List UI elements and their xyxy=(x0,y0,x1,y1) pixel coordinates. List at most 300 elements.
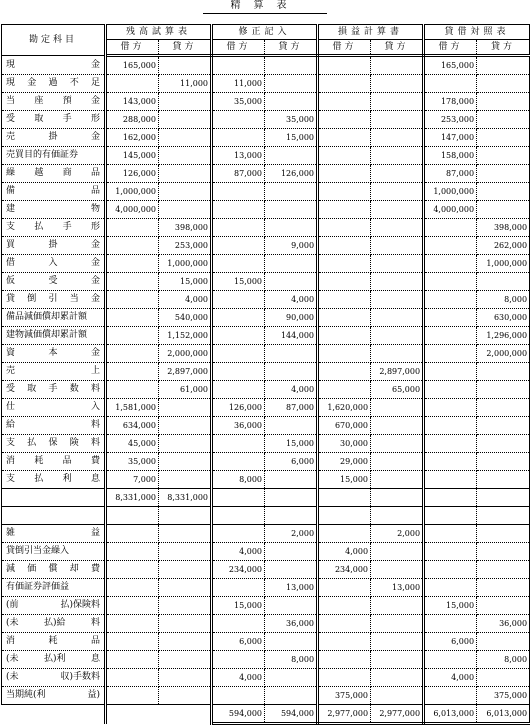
credit-amount xyxy=(371,291,424,309)
empty-cell xyxy=(424,507,477,525)
table-row xyxy=(2,291,530,309)
credit-amount xyxy=(265,93,318,111)
debit-amount xyxy=(424,381,477,399)
account-name xyxy=(2,489,106,507)
account-name xyxy=(2,129,106,147)
credit-amount xyxy=(159,453,212,471)
debit-amount xyxy=(212,651,265,669)
debit-header: 借方 xyxy=(424,40,477,56)
credit-amount: 2,000 xyxy=(371,525,424,543)
account-name-text xyxy=(6,525,100,542)
account-name-part: 形 xyxy=(90,222,100,232)
account-name xyxy=(2,579,106,597)
debit-amount xyxy=(318,309,371,327)
debit-amount xyxy=(106,237,159,255)
credit-amount xyxy=(477,75,530,93)
credit-amount xyxy=(371,147,424,165)
credit-amount xyxy=(371,453,424,471)
empty-cell xyxy=(212,507,265,525)
debit-amount xyxy=(212,345,265,363)
credit-amount xyxy=(371,687,424,705)
account-name-text xyxy=(6,237,100,254)
debit-amount xyxy=(212,237,265,255)
credit-amount xyxy=(159,615,212,633)
debit-amount xyxy=(318,165,371,183)
credit-amount xyxy=(159,687,212,705)
account-name-part: 受 xyxy=(6,114,16,124)
credit-amount xyxy=(371,435,424,453)
credit-amount xyxy=(477,525,530,543)
credit-amount: 13,000 xyxy=(265,579,318,597)
debit-amount xyxy=(106,543,159,561)
account-name-part: 品 xyxy=(90,168,100,178)
debit-amount xyxy=(318,255,371,273)
debit-amount xyxy=(424,543,477,561)
credit-amount xyxy=(159,669,212,687)
credit-amount xyxy=(371,669,424,687)
credit-amount: 90,000 xyxy=(265,309,318,327)
credit-amount xyxy=(371,219,424,237)
account-name-text xyxy=(6,543,100,560)
credit-amount xyxy=(477,111,530,129)
table-row xyxy=(2,579,530,597)
credit-amount: 8,000 xyxy=(477,651,530,669)
credit-amount xyxy=(371,93,424,111)
table-row xyxy=(2,435,530,453)
account-name-text xyxy=(6,417,100,434)
final-total-row xyxy=(2,705,530,724)
credit-amount xyxy=(265,56,318,75)
account-name-part: 益 xyxy=(90,528,100,538)
account-name-part: 仕 xyxy=(6,402,16,412)
account-name-text xyxy=(6,93,100,110)
credit-amount xyxy=(159,633,212,651)
credit-amount xyxy=(265,219,318,237)
credit-total xyxy=(371,489,424,507)
table-row xyxy=(2,183,530,201)
credit-amount: 9,000 xyxy=(265,237,318,255)
account-name xyxy=(2,309,106,327)
debit-amount xyxy=(212,453,265,471)
debit-amount xyxy=(318,75,371,93)
debit-amount xyxy=(106,309,159,327)
debit-amount xyxy=(424,651,477,669)
account-name-part: 減 xyxy=(6,564,16,574)
account-name-part: 耗 xyxy=(48,636,58,646)
table-row xyxy=(2,399,530,417)
credit-amount xyxy=(159,93,212,111)
account-name-part: 利 xyxy=(62,474,72,484)
debit-amount xyxy=(318,201,371,219)
credit-amount xyxy=(159,651,212,669)
account-name xyxy=(2,345,106,363)
account-name-part: 給 xyxy=(6,420,16,430)
credit-amount xyxy=(477,579,530,597)
credit-amount: 4,000 xyxy=(265,381,318,399)
account-name-part: 借 xyxy=(6,258,16,268)
debit-amount xyxy=(318,615,371,633)
debit-amount xyxy=(318,525,371,543)
debit-header: 借方 xyxy=(106,40,159,56)
credit-amount xyxy=(477,381,530,399)
debit-amount xyxy=(106,75,159,93)
credit-amount xyxy=(159,201,212,219)
account-name-part: 物 xyxy=(90,204,100,214)
account-name-part: 料 xyxy=(90,618,100,628)
credit-amount: 144,000 xyxy=(265,327,318,345)
credit-amount xyxy=(159,597,212,615)
credit-amount: 1,152,000 xyxy=(159,327,212,345)
account-name xyxy=(2,363,106,381)
debit-amount xyxy=(106,561,159,579)
debit-amount xyxy=(318,363,371,381)
credit-amount xyxy=(371,165,424,183)
account-name-part: 商 xyxy=(62,168,72,178)
credit-amount xyxy=(265,183,318,201)
account-name-text xyxy=(6,363,100,380)
debit-amount xyxy=(212,309,265,327)
credit-amount xyxy=(371,183,424,201)
debit-amount: 253,000 xyxy=(424,111,477,129)
credit-amount: 65,000 xyxy=(371,381,424,399)
credit-amount xyxy=(159,579,212,597)
debit-amount: 234,000 xyxy=(212,561,265,579)
credit-amount xyxy=(265,633,318,651)
account-name-part: 当期純(利 xyxy=(6,690,46,700)
debit-amount: 4,000 xyxy=(424,669,477,687)
trial-balance-total-row xyxy=(2,489,530,507)
debit-amount: 6,000 xyxy=(212,633,265,651)
account-name xyxy=(2,111,106,129)
debit-amount: 1,581,000 xyxy=(106,399,159,417)
credit-amount xyxy=(371,651,424,669)
debit-amount: 165,000 xyxy=(106,56,159,75)
debit-amount xyxy=(212,525,265,543)
account-name-part: 本 xyxy=(48,348,58,358)
credit-amount xyxy=(371,237,424,255)
account-name-part: 掛 xyxy=(48,240,58,250)
account-name xyxy=(2,75,106,93)
debit-amount: 15,000 xyxy=(212,273,265,291)
debit-amount xyxy=(106,381,159,399)
credit-amount xyxy=(265,417,318,435)
group-header-balance-sheet: 貸借対照表 xyxy=(424,25,530,40)
credit-amount xyxy=(265,75,318,93)
account-name xyxy=(2,165,106,183)
debit-amount: 1,620,000 xyxy=(318,399,371,417)
credit-amount: 36,000 xyxy=(265,615,318,633)
debit-amount xyxy=(212,255,265,273)
credit-total: 2,977,000 xyxy=(371,705,424,724)
debit-amount xyxy=(424,417,477,435)
credit-amount xyxy=(265,255,318,273)
debit-amount xyxy=(424,363,477,381)
table-row xyxy=(2,93,530,111)
credit-amount xyxy=(371,399,424,417)
debit-total xyxy=(424,489,477,507)
credit-amount xyxy=(159,129,212,147)
debit-amount: 158,000 xyxy=(424,147,477,165)
credit-amount xyxy=(159,435,212,453)
debit-total xyxy=(212,489,265,507)
account-name-part: 支 xyxy=(6,222,16,232)
credit-amount: 2,000,000 xyxy=(477,345,530,363)
credit-amount xyxy=(159,183,212,201)
debit-amount: 178,000 xyxy=(424,93,477,111)
account-name-text xyxy=(6,111,100,128)
account-name xyxy=(2,669,106,687)
credit-amount xyxy=(265,669,318,687)
header-row-groups xyxy=(2,25,530,40)
account-name-part: 払)利 xyxy=(43,654,66,664)
credit-amount: 35,000 xyxy=(265,111,318,129)
account-name xyxy=(2,381,106,399)
account-name xyxy=(2,237,106,255)
debit-amount xyxy=(106,597,159,615)
account-name-part: 備品減価償却累計額 xyxy=(6,312,88,322)
account-name-part: 建物減価償却累計額 xyxy=(6,330,88,340)
credit-amount xyxy=(371,273,424,291)
credit-amount xyxy=(371,597,424,615)
credit-amount xyxy=(371,327,424,345)
credit-amount xyxy=(265,597,318,615)
debit-amount: 15,000 xyxy=(424,597,477,615)
account-name-part: 金 xyxy=(90,96,100,106)
account-name xyxy=(2,327,106,345)
table-row xyxy=(2,219,530,237)
debit-amount xyxy=(106,651,159,669)
account-name-part: 息 xyxy=(90,654,100,664)
account-name-part: 消 xyxy=(6,456,16,466)
account-name-part: 倒 xyxy=(27,294,37,304)
table-row xyxy=(2,363,530,381)
credit-amount: 4,000 xyxy=(265,291,318,309)
account-name-part: 価 xyxy=(27,564,37,574)
credit-amount xyxy=(477,201,530,219)
credit-amount: 15,000 xyxy=(159,273,212,291)
debit-amount: 143,000 xyxy=(106,93,159,111)
account-name-part: 貸 xyxy=(6,294,16,304)
debit-amount xyxy=(212,183,265,201)
account-name-text xyxy=(6,381,100,398)
credit-amount xyxy=(371,471,424,489)
credit-total xyxy=(265,489,318,507)
account-name xyxy=(2,597,106,615)
credit-amount xyxy=(477,399,530,417)
debit-amount: 147,000 xyxy=(424,129,477,147)
group-header-trial-balance: 残高試算表 xyxy=(106,25,212,40)
debit-amount: 7,000 xyxy=(106,471,159,489)
credit-total: 594,000 xyxy=(265,705,318,724)
credit-amount xyxy=(371,543,424,561)
table-row xyxy=(2,147,530,165)
account-name xyxy=(2,453,106,471)
debit-amount xyxy=(424,219,477,237)
account-name-part: 座 xyxy=(34,96,44,106)
debit-amount: 4,000,000 xyxy=(106,201,159,219)
table-row xyxy=(2,633,530,651)
account-name-part: 品 xyxy=(90,636,100,646)
credit-amount: 1,000,000 xyxy=(159,255,212,273)
table-row xyxy=(2,201,530,219)
account-name-part: 雑 xyxy=(6,528,16,538)
debit-amount xyxy=(424,525,477,543)
credit-header: 貸方 xyxy=(159,40,212,56)
account-name-part: 払)給 xyxy=(43,618,66,628)
account-name-text xyxy=(6,471,100,488)
debit-amount: 145,000 xyxy=(106,147,159,165)
debit-amount: 1,000,000 xyxy=(424,183,477,201)
debit-amount xyxy=(424,309,477,327)
credit-amount xyxy=(477,56,530,75)
account-name-part: 却 xyxy=(69,564,79,574)
debit-amount xyxy=(318,56,371,75)
debit-total xyxy=(318,489,371,507)
credit-amount xyxy=(371,633,424,651)
spacer-row xyxy=(2,507,530,525)
account-name-text xyxy=(6,435,100,452)
account-name-text xyxy=(6,615,100,632)
credit-amount xyxy=(265,345,318,363)
account-name-part: 金 xyxy=(27,78,37,88)
credit-amount: 15,000 xyxy=(265,129,318,147)
credit-amount: 8,000 xyxy=(477,291,530,309)
account-name xyxy=(2,651,106,669)
account-name-text xyxy=(6,165,100,182)
table-row xyxy=(2,561,530,579)
debit-amount: 126,000 xyxy=(106,165,159,183)
account-name-part: 買 xyxy=(6,240,16,250)
debit-amount xyxy=(318,633,371,651)
credit-amount xyxy=(477,471,530,489)
account-name-part: 有価証券評価益 xyxy=(6,582,70,592)
debit-amount xyxy=(318,111,371,129)
account-name-part: 償 xyxy=(48,564,58,574)
account-name xyxy=(2,273,106,291)
debit-amount: 1,000,000 xyxy=(106,183,159,201)
account-name xyxy=(2,633,106,651)
account-name-part: 料 xyxy=(90,384,100,394)
account-name xyxy=(2,147,106,165)
debit-amount xyxy=(106,525,159,543)
debit-amount xyxy=(212,327,265,345)
account-name-part: 金 xyxy=(90,59,100,70)
table-row xyxy=(2,165,530,183)
debit-amount: 375,000 xyxy=(318,687,371,705)
account-name-part: 仮 xyxy=(6,276,16,286)
account-name-text xyxy=(6,75,100,92)
debit-amount xyxy=(318,345,371,363)
account-name-text xyxy=(6,345,100,362)
account-name-part: 受 xyxy=(48,276,58,286)
credit-amount xyxy=(265,201,318,219)
debit-amount xyxy=(106,345,159,363)
blank-cell xyxy=(106,705,159,724)
account-name-text xyxy=(6,669,100,686)
credit-amount xyxy=(477,93,530,111)
credit-amount: 8,000 xyxy=(265,651,318,669)
account-name-text xyxy=(6,309,100,326)
account-name-text xyxy=(6,687,100,704)
empty-cell xyxy=(265,507,318,525)
account-name-part: 支 xyxy=(6,438,16,448)
credit-amount xyxy=(159,417,212,435)
account-name-part: 受 xyxy=(6,384,16,394)
debit-amount: 165,000 xyxy=(424,56,477,75)
credit-amount: 36,000 xyxy=(477,615,530,633)
debit-amount: 8,000 xyxy=(212,471,265,489)
account-name-part: 払 xyxy=(34,222,44,232)
credit-amount: 262,000 xyxy=(477,237,530,255)
debit-amount xyxy=(424,273,477,291)
account-name-part: 当 xyxy=(6,96,16,106)
credit-amount xyxy=(477,561,530,579)
debit-header: 借方 xyxy=(212,40,265,56)
account-name xyxy=(2,687,106,705)
account-name-part: 入 xyxy=(48,258,58,268)
account-name-part: 数 xyxy=(69,384,79,394)
debit-amount xyxy=(318,327,371,345)
debit-amount: 4,000,000 xyxy=(424,201,477,219)
credit-amount: 6,000 xyxy=(265,453,318,471)
debit-amount xyxy=(424,579,477,597)
account-name xyxy=(2,525,106,543)
debit-amount xyxy=(106,363,159,381)
debit-total: 594,000 xyxy=(212,705,265,724)
debit-amount xyxy=(318,219,371,237)
debit-amount: 126,000 xyxy=(212,399,265,417)
table-row xyxy=(2,273,530,291)
credit-header: 貸方 xyxy=(371,40,424,56)
table-row xyxy=(2,75,530,93)
account-name-part: 引 xyxy=(48,294,58,304)
account-name-part: 貸倒引当金繰入 xyxy=(6,546,70,556)
account-name xyxy=(2,615,106,633)
account-name-part: (未 xyxy=(6,618,19,628)
account-name-text xyxy=(6,561,100,578)
credit-amount: 87,000 xyxy=(265,399,318,417)
table-row xyxy=(2,471,530,489)
account-name-part: 金 xyxy=(90,240,100,250)
account-name-part: 繰 xyxy=(6,168,16,178)
title-underline xyxy=(203,13,327,14)
account-name-part: 払 xyxy=(34,474,44,484)
credit-amount: 398,000 xyxy=(477,219,530,237)
account-name-part: 手 xyxy=(62,222,72,232)
credit-total: 6,013,000 xyxy=(477,705,530,724)
account-name-part: 現 xyxy=(6,59,16,70)
blank-cell xyxy=(2,705,106,724)
debit-amount xyxy=(318,291,371,309)
account-name-part: 保 xyxy=(48,438,58,448)
table-row xyxy=(2,597,530,615)
debit-amount: 288,000 xyxy=(106,111,159,129)
credit-amount xyxy=(265,471,318,489)
debit-amount: 4,000 xyxy=(318,543,371,561)
empty-cell xyxy=(159,507,212,525)
account-name-part: 払 xyxy=(27,438,37,448)
debit-amount xyxy=(318,579,371,597)
credit-amount: 2,000,000 xyxy=(159,345,212,363)
credit-amount xyxy=(371,129,424,147)
debit-amount xyxy=(318,147,371,165)
account-name-text xyxy=(6,633,100,650)
account-name-text xyxy=(6,57,100,74)
group-header-adjustments: 修正記入 xyxy=(212,25,318,40)
account-name xyxy=(2,507,106,525)
credit-total xyxy=(477,489,530,507)
account-name-part: 売 xyxy=(6,132,16,142)
